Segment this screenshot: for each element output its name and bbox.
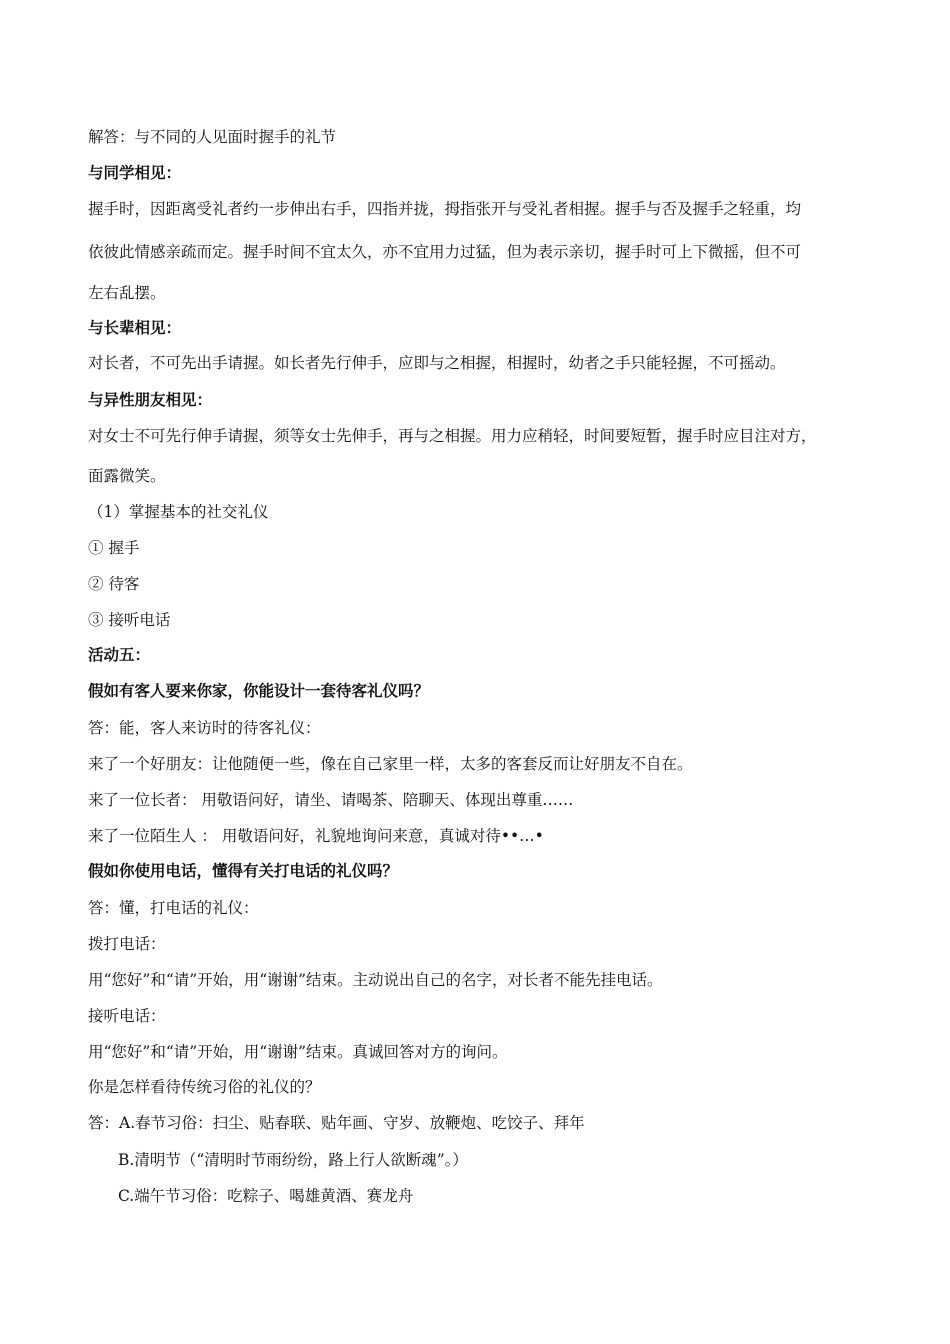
paragraph-line: B.清明节（“清明时节雨纷纷，路上行人欲断魂”。） xyxy=(118,1151,468,1169)
paragraph-line: 答：A.春节习俗：扫尘、贴春联、贴年画、守岁、放鞭炮、吃饺子、拜年 xyxy=(88,1114,585,1132)
paragraph-line: 对女士不可先行伸手请握，须等女士先伸手，再与之相握。用力应稍轻，时间要短暂，握手时应目注对方， xyxy=(88,427,817,445)
list-heading: （1）掌握基本的社交礼仪 xyxy=(88,503,269,521)
paragraph-line: C.端午节习俗：吃粽子、喝雄黄酒、赛龙舟 xyxy=(118,1187,414,1205)
paragraph-line: 面露微笑。 xyxy=(88,467,166,485)
paragraph-line: 你是怎样看待传统习俗的礼仪的？ xyxy=(88,1078,321,1096)
paragraph-line: 来了一个好朋友：让他随便一些，像在自己家里一样，太多的客套反而让好朋友不自在。 xyxy=(88,755,693,773)
paragraph-line: 用“您好”和“请”开始，用“谢谢”结束。真诚回答对方的询问。 xyxy=(88,1043,508,1061)
section-heading-opposite-sex: 与异性朋友相见： xyxy=(88,391,213,409)
paragraph-line: 答：能，客人来访时的待客礼仪： xyxy=(88,719,321,737)
list-item: ① 握手 xyxy=(88,539,140,557)
paragraph-line: 握手时，因距离受礼者约一步伸出右手，四指并拢，拇指张开与受礼者相握。握手与否及握手之轻重，均 xyxy=(88,200,802,218)
question-heading: 假如你使用电话，懂得有关打电话的礼仪吗？ xyxy=(88,862,399,880)
paragraph-line: 依彼此情感亲疏而定。握手时间不宜太久，亦不宜用力过猛，但为表示亲切，握手时可上下微摇，但不可 xyxy=(88,243,802,261)
paragraph-line: 对长者，不可先出手请握。如长者先行伸手，应即与之相握，相握时，幼者之手只能轻握，不可摇动。 xyxy=(88,354,786,372)
list-item: ③ 接听电话 xyxy=(88,611,171,629)
paragraph-line: 拨打电话： xyxy=(88,935,166,953)
section-heading-classmates: 与同学相见： xyxy=(88,164,182,182)
paragraph-line: 来了一位陌生人 ： 用敬语问好，礼貌地询问来意，真诚对待••…• xyxy=(88,827,544,845)
paragraph-line: 左右乱摆。 xyxy=(88,284,166,302)
question-heading: 假如有客人要来你家，你能设计一套待客礼仪吗？ xyxy=(88,682,430,700)
section-heading-elders: 与长辈相见： xyxy=(88,319,182,337)
paragraph-line: 接听电话： xyxy=(88,1007,166,1025)
paragraph-line: 答：懂，打电话的礼仪： xyxy=(88,899,259,917)
list-item: ② 待客 xyxy=(88,575,140,593)
answer-heading: 解答：与不同的人见面时握手的礼节 xyxy=(88,128,337,146)
paragraph-line: 来了一位长者： 用敬语问好，请坐、请喝茶、陪聊天、体现出尊重…… xyxy=(88,791,574,809)
activity-heading: 活动五： xyxy=(88,646,151,664)
paragraph-line: 用“您好”和“请”开始，用“谢谢”结束。主动说出自己的名字，对长者不能先挂电话。 xyxy=(88,971,663,989)
